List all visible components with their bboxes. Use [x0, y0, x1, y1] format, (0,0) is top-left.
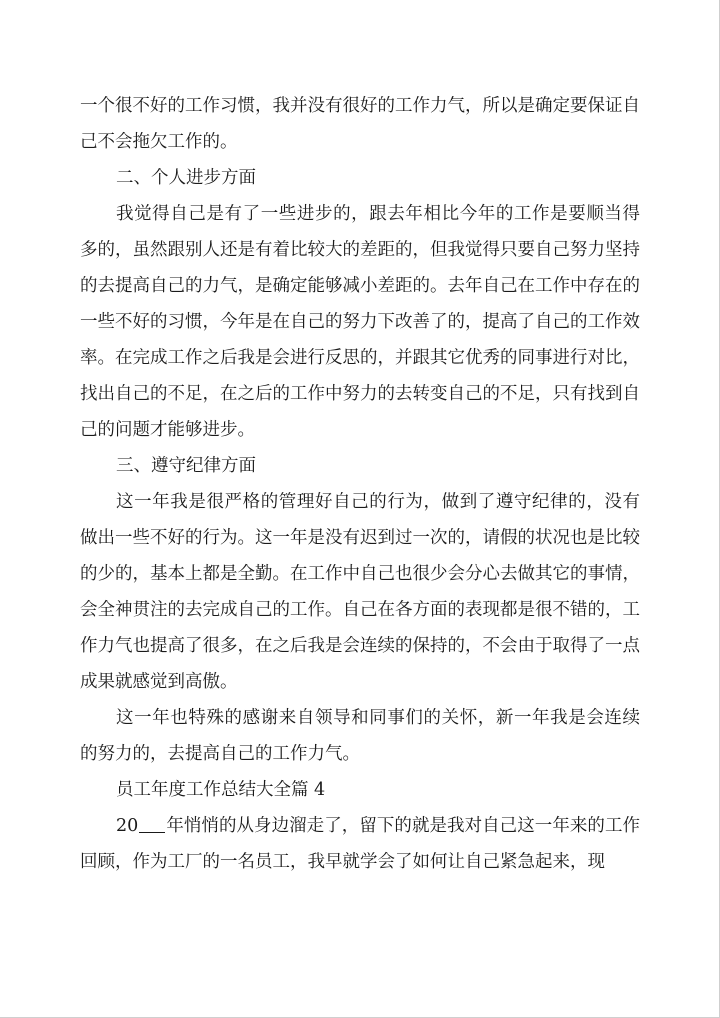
year-review-text: 年悄悄的从身边溜走了，留下的就是我对自己这一年来的工作回顾，作为工厂的一名员工，我早就学会了如何让自己紧急起来，现: [80, 816, 640, 872]
section-heading-personal-progress: 二、个人进步方面: [116, 168, 256, 188]
paragraph-thanks: 这一年也特殊的感谢来自领导和同事们的关怀，新一年我是会连续的努力的，去提高自己的工作力气。: [80, 708, 640, 764]
paragraph-discipline: 这一年我是很严格的管理好自己的行为，做到了遵守纪律的，没有做出一些不好的行为。这一年是没有迟到过一次的，请假的状况也是比较的少的，基本上都是全勤。在工作中自己也很少会分心去做其它的事情，会全神贯注的去完成自己的工作。自己在各方面的表现都是很不错的，工作力气也提高了很多，在之后我是会连续的保持的，不会由于取得了一点成果就感觉到高傲。: [80, 492, 640, 692]
paragraph-continuation: 一个很不好的工作习惯，我并没有很好的工作力气，所以是确定要保证自己不会拖欠工作的。: [80, 96, 640, 152]
paragraph-year-review: [80, 808, 640, 880]
fill-in-blank: [139, 816, 165, 833]
document-body: [80, 88, 640, 880]
paragraph-progress: 我觉得自己是有了一些进步的，跟去年相比今年的工作是要顺当得多的，虽然跟别人还是有着比较大的差距的，但我觉得只要自己努力坚持的去提高自己的力气，是确定能够减小差距的。去年自己在工作中存在的一些不好的习惯，今年是在自己的努力下改善了的，提高了自己的工作效率。在完成工作之后我是会进行反思的，并跟其它优秀的同事进行对比，找出自己的不足，在之后的工作中努力的去转变自己的不足，只有找到自己的问题才能够进步。: [80, 204, 640, 440]
article-title-part-4: 员工年度工作总结大全篇 4: [116, 780, 326, 800]
year-prefix: 20: [116, 816, 139, 836]
section-heading-discipline: 三、遵守纪律方面: [116, 456, 256, 476]
